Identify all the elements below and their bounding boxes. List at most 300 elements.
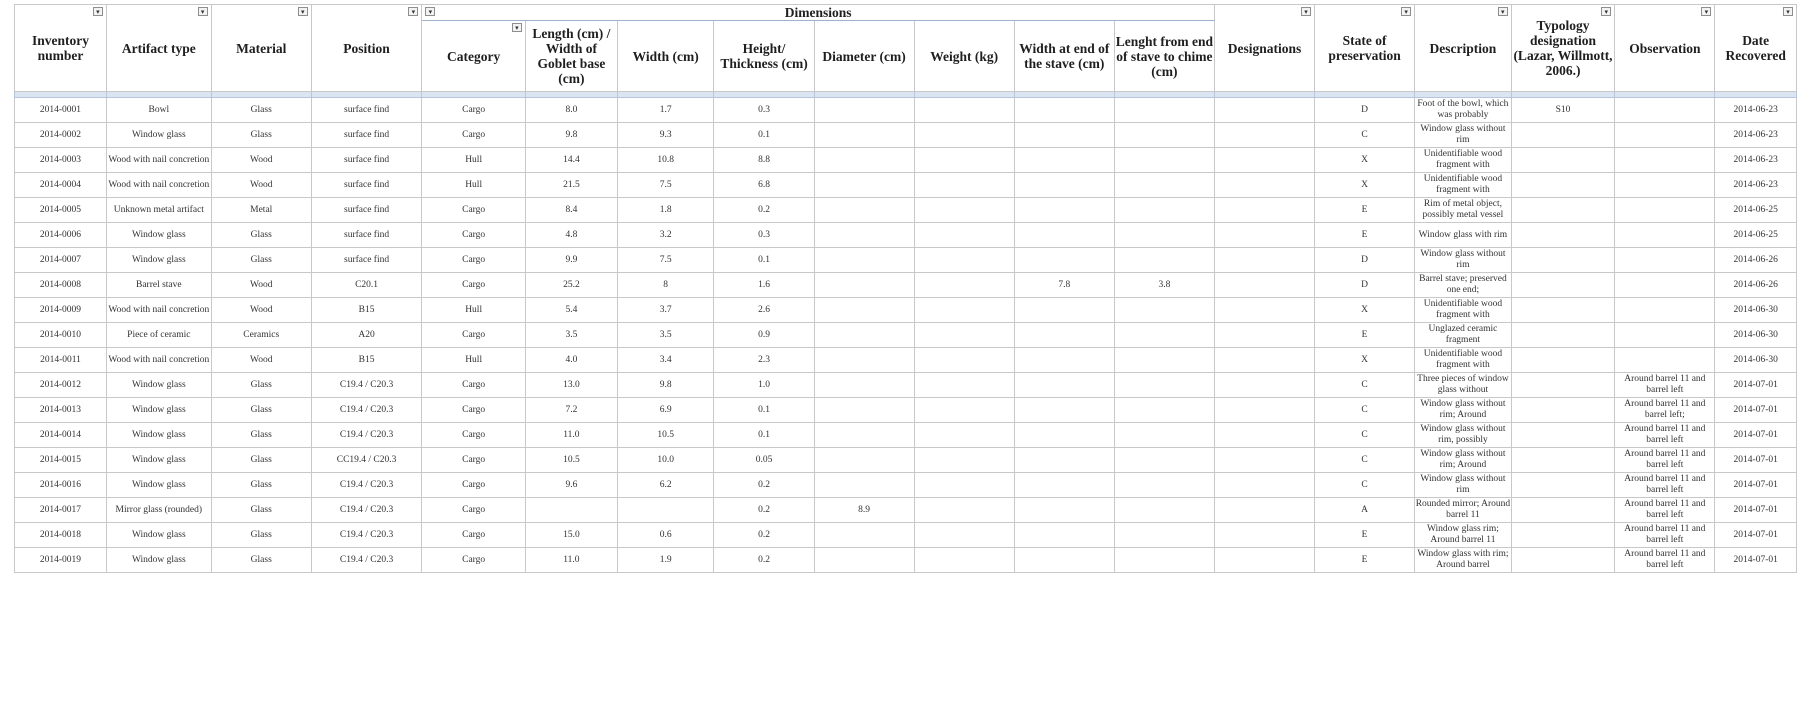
cell-width[interactable]: 6.2 — [617, 473, 714, 498]
cell-inventory[interactable]: 2014-0001 — [15, 98, 107, 123]
table-row[interactable] — [15, 498, 1797, 523]
cell-typology[interactable] — [1511, 248, 1615, 273]
cell-designations[interactable] — [1214, 198, 1314, 223]
header-material[interactable]: ▾ Material — [211, 5, 311, 92]
cell-material[interactable]: Glass — [211, 498, 311, 523]
cell-inventory[interactable]: 2014-0008 — [15, 273, 107, 298]
cell-observation[interactable] — [1615, 198, 1715, 223]
cell-weight[interactable] — [914, 448, 1014, 473]
cell-material[interactable]: Glass — [211, 548, 311, 573]
cell-description[interactable]: Unglazed ceramic fragment — [1415, 323, 1512, 348]
cell-state[interactable]: A — [1315, 498, 1415, 523]
cell-state[interactable]: C — [1315, 423, 1415, 448]
cell-width-end[interactable] — [1014, 98, 1114, 123]
cell-typology[interactable] — [1511, 448, 1615, 473]
cell-typology[interactable] — [1511, 473, 1615, 498]
cell-date[interactable]: 2014-06-26 — [1715, 273, 1797, 298]
header-category[interactable]: ▾ Category — [422, 21, 526, 92]
filter-dropdown-icon[interactable]: ▾ — [408, 7, 418, 16]
cell-width[interactable]: 7.5 — [617, 173, 714, 198]
cell-length-end[interactable] — [1114, 448, 1214, 473]
cell-material[interactable]: Glass — [211, 398, 311, 423]
cell-description[interactable]: Rounded mirror; Around barrel 11 — [1415, 498, 1512, 523]
table-row[interactable] — [15, 123, 1797, 148]
cell-inventory[interactable]: 2014-0012 — [15, 373, 107, 398]
cell-width-end[interactable]: 7.8 — [1014, 273, 1114, 298]
cell-length-end[interactable] — [1114, 223, 1214, 248]
cell-artifact[interactable]: Window glass — [106, 473, 211, 498]
cell-height[interactable]: 0.2 — [714, 548, 814, 573]
cell-length-end[interactable] — [1114, 198, 1214, 223]
cell-date[interactable]: 2014-07-01 — [1715, 423, 1797, 448]
cell-observation[interactable] — [1615, 323, 1715, 348]
cell-length-end[interactable] — [1114, 473, 1214, 498]
cell-state[interactable]: E — [1315, 323, 1415, 348]
cell-width-end[interactable] — [1014, 448, 1114, 473]
cell-observation[interactable]: Around barrel 11 and barrel left — [1615, 498, 1715, 523]
cell-artifact[interactable]: Barrel stave — [106, 273, 211, 298]
cell-designations[interactable] — [1214, 523, 1314, 548]
cell-state[interactable]: E — [1315, 548, 1415, 573]
cell-weight[interactable] — [914, 173, 1014, 198]
cell-position[interactable]: surface find — [311, 173, 422, 198]
cell-artifact[interactable]: Window glass — [106, 523, 211, 548]
cell-category[interactable]: Hull — [422, 348, 526, 373]
header-state-of-preservation[interactable]: ▾ State of preservation — [1315, 5, 1415, 92]
cell-material[interactable]: Wood — [211, 273, 311, 298]
cell-weight[interactable] — [914, 273, 1014, 298]
cell-state[interactable]: D — [1315, 248, 1415, 273]
cell-designations[interactable] — [1214, 123, 1314, 148]
cell-date[interactable]: 2014-06-30 — [1715, 323, 1797, 348]
cell-designations[interactable] — [1214, 373, 1314, 398]
cell-length-end[interactable] — [1114, 548, 1214, 573]
table-row[interactable] — [15, 173, 1797, 198]
cell-artifact[interactable]: Bowl — [106, 98, 211, 123]
cell-material[interactable]: Wood — [211, 173, 311, 198]
cell-diameter[interactable] — [814, 223, 914, 248]
cell-length-end[interactable] — [1114, 398, 1214, 423]
cell-width-end[interactable] — [1014, 498, 1114, 523]
cell-artifact[interactable]: Window glass — [106, 223, 211, 248]
cell-diameter[interactable] — [814, 548, 914, 573]
cell-position[interactable]: C19.4 / C20.3 — [311, 548, 422, 573]
cell-width[interactable]: 6.9 — [617, 398, 714, 423]
cell-inventory[interactable]: 2014-0010 — [15, 323, 107, 348]
cell-category[interactable]: Cargo — [422, 498, 526, 523]
cell-position[interactable]: surface find — [311, 223, 422, 248]
cell-artifact[interactable]: Window glass — [106, 423, 211, 448]
table-row[interactable] — [15, 198, 1797, 223]
cell-category[interactable]: Hull — [422, 298, 526, 323]
cell-inventory[interactable]: 2014-0009 — [15, 298, 107, 323]
cell-height[interactable]: 2.3 — [714, 348, 814, 373]
cell-artifact[interactable]: Window glass — [106, 448, 211, 473]
filter-dropdown-icon[interactable]: ▾ — [512, 23, 522, 32]
cell-length[interactable]: 9.8 — [525, 123, 617, 148]
cell-description[interactable]: Barrel stave; preserved one end; — [1415, 273, 1512, 298]
filter-dropdown-icon[interactable]: ▾ — [1401, 7, 1411, 16]
cell-category[interactable]: Cargo — [422, 223, 526, 248]
header-description[interactable]: ▾ Description — [1415, 5, 1512, 92]
cell-artifact[interactable]: Unknown metal artifact — [106, 198, 211, 223]
cell-observation[interactable] — [1615, 273, 1715, 298]
cell-length-end[interactable] — [1114, 173, 1214, 198]
cell-length-end[interactable] — [1114, 498, 1214, 523]
cell-description[interactable]: Window glass without rim, possibly — [1415, 423, 1512, 448]
cell-material[interactable]: Glass — [211, 523, 311, 548]
cell-weight[interactable] — [914, 323, 1014, 348]
cell-weight[interactable] — [914, 348, 1014, 373]
cell-width[interactable]: 1.8 — [617, 198, 714, 223]
cell-position[interactable]: B15 — [311, 348, 422, 373]
cell-designations[interactable] — [1214, 273, 1314, 298]
cell-typology[interactable] — [1511, 348, 1615, 373]
cell-length-end[interactable] — [1114, 323, 1214, 348]
cell-typology[interactable] — [1511, 548, 1615, 573]
cell-width-end[interactable] — [1014, 323, 1114, 348]
cell-typology[interactable] — [1511, 323, 1615, 348]
cell-artifact[interactable]: Window glass — [106, 248, 211, 273]
cell-length-end[interactable] — [1114, 123, 1214, 148]
cell-category[interactable]: Cargo — [422, 98, 526, 123]
cell-width[interactable]: 1.9 — [617, 548, 714, 573]
cell-length[interactable]: 14.4 — [525, 148, 617, 173]
cell-width-end[interactable] — [1014, 298, 1114, 323]
cell-weight[interactable] — [914, 373, 1014, 398]
cell-diameter[interactable] — [814, 373, 914, 398]
table-row[interactable] — [15, 448, 1797, 473]
cell-inventory[interactable]: 2014-0004 — [15, 173, 107, 198]
cell-state[interactable]: E — [1315, 223, 1415, 248]
cell-material[interactable]: Glass — [211, 223, 311, 248]
cell-width-end[interactable] — [1014, 548, 1114, 573]
cell-category[interactable]: Cargo — [422, 523, 526, 548]
cell-width-end[interactable] — [1014, 348, 1114, 373]
cell-designations[interactable] — [1214, 223, 1314, 248]
filter-dropdown-icon[interactable]: ▾ — [1601, 7, 1611, 16]
cell-width[interactable]: 10.0 — [617, 448, 714, 473]
cell-date[interactable]: 2014-07-01 — [1715, 398, 1797, 423]
cell-width[interactable]: 9.8 — [617, 373, 714, 398]
cell-state[interactable]: E — [1315, 198, 1415, 223]
cell-designations[interactable] — [1214, 98, 1314, 123]
cell-material[interactable]: Glass — [211, 373, 311, 398]
cell-length-end[interactable] — [1114, 148, 1214, 173]
cell-inventory[interactable]: 2014-0013 — [15, 398, 107, 423]
cell-state[interactable]: X — [1315, 148, 1415, 173]
cell-length[interactable]: 9.6 — [525, 473, 617, 498]
cell-typology[interactable] — [1511, 398, 1615, 423]
cell-designations[interactable] — [1214, 173, 1314, 198]
cell-weight[interactable] — [914, 473, 1014, 498]
cell-typology[interactable] — [1511, 173, 1615, 198]
cell-description[interactable]: Unidentifiable wood fragment with — [1415, 173, 1512, 198]
cell-designations[interactable] — [1214, 473, 1314, 498]
header-position[interactable]: ▾ Position — [311, 5, 422, 92]
cell-width[interactable] — [617, 498, 714, 523]
cell-date[interactable]: 2014-06-23 — [1715, 98, 1797, 123]
cell-observation[interactable] — [1615, 173, 1715, 198]
cell-material[interactable]: Wood — [211, 348, 311, 373]
filter-dropdown-icon[interactable]: ▾ — [1301, 7, 1311, 16]
cell-width-end[interactable] — [1014, 398, 1114, 423]
cell-description[interactable]: Three pieces of window glass without — [1415, 373, 1512, 398]
cell-length-end[interactable] — [1114, 423, 1214, 448]
cell-width-end[interactable] — [1014, 173, 1114, 198]
cell-width[interactable]: 10.8 — [617, 148, 714, 173]
cell-material[interactable]: Glass — [211, 423, 311, 448]
cell-width[interactable]: 3.5 — [617, 323, 714, 348]
cell-material[interactable]: Wood — [211, 298, 311, 323]
cell-length-end[interactable] — [1114, 248, 1214, 273]
cell-date[interactable]: 2014-06-23 — [1715, 148, 1797, 173]
cell-observation[interactable] — [1615, 248, 1715, 273]
cell-width-end[interactable] — [1014, 198, 1114, 223]
cell-state[interactable]: D — [1315, 98, 1415, 123]
cell-typology[interactable] — [1511, 423, 1615, 448]
cell-designations[interactable] — [1214, 348, 1314, 373]
cell-typology[interactable] — [1511, 148, 1615, 173]
cell-state[interactable]: C — [1315, 448, 1415, 473]
cell-height[interactable]: 0.05 — [714, 448, 814, 473]
cell-inventory[interactable]: 2014-0003 — [15, 148, 107, 173]
cell-observation[interactable]: Around barrel 11 and barrel left — [1615, 448, 1715, 473]
cell-width[interactable]: 1.7 — [617, 98, 714, 123]
table-row[interactable] — [15, 248, 1797, 273]
cell-date[interactable]: 2014-06-30 — [1715, 348, 1797, 373]
cell-description[interactable]: Window glass rim; Around barrel 11 — [1415, 523, 1512, 548]
cell-date[interactable]: 2014-06-25 — [1715, 223, 1797, 248]
cell-length[interactable]: 11.0 — [525, 548, 617, 573]
cell-inventory[interactable]: 2014-0017 — [15, 498, 107, 523]
cell-description[interactable]: Unidentifiable wood fragment with — [1415, 148, 1512, 173]
cell-inventory[interactable]: 2014-0016 — [15, 473, 107, 498]
cell-inventory[interactable]: 2014-0002 — [15, 123, 107, 148]
cell-observation[interactable] — [1615, 348, 1715, 373]
cell-width-end[interactable] — [1014, 148, 1114, 173]
cell-length-end[interactable] — [1114, 98, 1214, 123]
cell-height[interactable]: 0.9 — [714, 323, 814, 348]
filter-dropdown-icon[interactable]: ▾ — [298, 7, 308, 16]
cell-artifact[interactable]: Wood with nail concretion — [106, 148, 211, 173]
cell-weight[interactable] — [914, 398, 1014, 423]
cell-inventory[interactable]: 2014-0011 — [15, 348, 107, 373]
cell-artifact[interactable]: Wood with nail concretion — [106, 173, 211, 198]
cell-date[interactable]: 2014-07-01 — [1715, 498, 1797, 523]
cell-width[interactable]: 9.3 — [617, 123, 714, 148]
cell-position[interactable]: C20.1 — [311, 273, 422, 298]
cell-position[interactable]: B15 — [311, 298, 422, 323]
cell-diameter[interactable] — [814, 298, 914, 323]
cell-diameter[interactable] — [814, 398, 914, 423]
table-row[interactable] — [15, 323, 1797, 348]
cell-category[interactable]: Cargo — [422, 273, 526, 298]
cell-diameter[interactable]: 8.9 — [814, 498, 914, 523]
cell-typology[interactable] — [1511, 198, 1615, 223]
cell-description[interactable]: Window glass with rim; Around barrel — [1415, 548, 1512, 573]
cell-state[interactable]: X — [1315, 348, 1415, 373]
cell-state[interactable]: C — [1315, 373, 1415, 398]
cell-description[interactable]: Window glass without rim — [1415, 123, 1512, 148]
cell-category[interactable]: Cargo — [422, 548, 526, 573]
filter-dropdown-icon[interactable]: ▾ — [425, 7, 435, 16]
cell-observation[interactable]: Around barrel 11 and barrel left; — [1615, 398, 1715, 423]
cell-artifact[interactable]: Wood with nail concretion — [106, 298, 211, 323]
cell-typology[interactable]: S10 — [1511, 98, 1615, 123]
cell-typology[interactable] — [1511, 223, 1615, 248]
cell-width-end[interactable] — [1014, 248, 1114, 273]
cell-category[interactable]: Cargo — [422, 123, 526, 148]
cell-length[interactable]: 8.0 — [525, 98, 617, 123]
cell-material[interactable]: Wood — [211, 148, 311, 173]
cell-width-end[interactable] — [1014, 523, 1114, 548]
cell-height[interactable]: 0.1 — [714, 398, 814, 423]
cell-date[interactable]: 2014-06-23 — [1715, 173, 1797, 198]
cell-diameter[interactable] — [814, 448, 914, 473]
cell-position[interactable]: surface find — [311, 123, 422, 148]
cell-category[interactable]: Hull — [422, 173, 526, 198]
cell-category[interactable]: Cargo — [422, 473, 526, 498]
cell-material[interactable]: Glass — [211, 248, 311, 273]
table-row[interactable] — [15, 473, 1797, 498]
cell-inventory[interactable]: 2014-0019 — [15, 548, 107, 573]
cell-date[interactable]: 2014-07-01 — [1715, 448, 1797, 473]
table-row[interactable] — [15, 548, 1797, 573]
cell-description[interactable]: Window glass without rim — [1415, 248, 1512, 273]
cell-designations[interactable] — [1214, 323, 1314, 348]
cell-description[interactable]: Window glass with rim — [1415, 223, 1512, 248]
cell-date[interactable]: 2014-06-25 — [1715, 198, 1797, 223]
cell-inventory[interactable]: 2014-0015 — [15, 448, 107, 473]
cell-material[interactable]: Metal — [211, 198, 311, 223]
cell-height[interactable]: 0.2 — [714, 198, 814, 223]
cell-inventory[interactable]: 2014-0006 — [15, 223, 107, 248]
cell-description[interactable]: Unidentifiable wood fragment with — [1415, 298, 1512, 323]
cell-height[interactable]: 0.1 — [714, 248, 814, 273]
cell-material[interactable]: Glass — [211, 473, 311, 498]
cell-length-end[interactable] — [1114, 298, 1214, 323]
header-observation[interactable]: ▾ Observation — [1615, 5, 1715, 92]
cell-weight[interactable] — [914, 148, 1014, 173]
cell-position[interactable]: surface find — [311, 148, 422, 173]
cell-diameter[interactable] — [814, 348, 914, 373]
cell-description[interactable]: Window glass without rim; Around — [1415, 448, 1512, 473]
cell-diameter[interactable] — [814, 423, 914, 448]
cell-length[interactable]: 8.4 — [525, 198, 617, 223]
cell-material[interactable]: Glass — [211, 448, 311, 473]
cell-inventory[interactable]: 2014-0014 — [15, 423, 107, 448]
table-row[interactable] — [15, 223, 1797, 248]
cell-length[interactable]: 3.5 — [525, 323, 617, 348]
cell-width[interactable]: 10.5 — [617, 423, 714, 448]
cell-length-end[interactable] — [1114, 373, 1214, 398]
cell-weight[interactable] — [914, 298, 1014, 323]
cell-length-end[interactable]: 3.8 — [1114, 273, 1214, 298]
cell-designations[interactable] — [1214, 548, 1314, 573]
cell-artifact[interactable]: Piece of ceramic — [106, 323, 211, 348]
cell-observation[interactable] — [1615, 123, 1715, 148]
cell-width-end[interactable] — [1014, 473, 1114, 498]
cell-width-end[interactable] — [1014, 373, 1114, 398]
cell-length[interactable]: 7.2 — [525, 398, 617, 423]
cell-width[interactable]: 8 — [617, 273, 714, 298]
cell-diameter[interactable] — [814, 523, 914, 548]
cell-category[interactable]: Cargo — [422, 448, 526, 473]
cell-length[interactable]: 4.0 — [525, 348, 617, 373]
cell-typology[interactable] — [1511, 273, 1615, 298]
cell-description[interactable]: Foot of the bowl, which was probably — [1415, 98, 1512, 123]
cell-description[interactable]: Window glass without rim — [1415, 473, 1512, 498]
cell-category[interactable]: Cargo — [422, 373, 526, 398]
cell-height[interactable]: 8.8 — [714, 148, 814, 173]
cell-length[interactable]: 25.2 — [525, 273, 617, 298]
cell-material[interactable]: Glass — [211, 123, 311, 148]
cell-height[interactable]: 0.2 — [714, 473, 814, 498]
cell-position[interactable]: C19.4 / C20.3 — [311, 498, 422, 523]
cell-observation[interactable] — [1615, 223, 1715, 248]
cell-weight[interactable] — [914, 98, 1014, 123]
cell-typology[interactable] — [1511, 373, 1615, 398]
cell-category[interactable]: Cargo — [422, 248, 526, 273]
cell-position[interactable]: C19.4 / C20.3 — [311, 398, 422, 423]
cell-weight[interactable] — [914, 498, 1014, 523]
table-row[interactable] — [15, 98, 1797, 123]
filter-dropdown-icon[interactable]: ▾ — [1701, 7, 1711, 16]
cell-date[interactable]: 2014-06-23 — [1715, 123, 1797, 148]
cell-date[interactable]: 2014-07-01 — [1715, 373, 1797, 398]
cell-length[interactable]: 10.5 — [525, 448, 617, 473]
cell-width-end[interactable] — [1014, 123, 1114, 148]
cell-length[interactable]: 11.0 — [525, 423, 617, 448]
cell-state[interactable]: C — [1315, 123, 1415, 148]
cell-diameter[interactable] — [814, 98, 914, 123]
cell-width[interactable]: 3.7 — [617, 298, 714, 323]
cell-description[interactable]: Window glass without rim; Around — [1415, 398, 1512, 423]
cell-date[interactable]: 2014-07-01 — [1715, 473, 1797, 498]
cell-width[interactable]: 3.4 — [617, 348, 714, 373]
filter-dropdown-icon[interactable]: ▾ — [1783, 7, 1793, 16]
cell-designations[interactable] — [1214, 398, 1314, 423]
cell-position[interactable]: C19.4 / C20.3 — [311, 523, 422, 548]
cell-state[interactable]: C — [1315, 398, 1415, 423]
cell-artifact[interactable]: Window glass — [106, 123, 211, 148]
header-designations[interactable]: ▾ Designations — [1214, 5, 1314, 92]
table-row[interactable] — [15, 348, 1797, 373]
cell-length[interactable]: 5.4 — [525, 298, 617, 323]
cell-state[interactable]: E — [1315, 523, 1415, 548]
cell-artifact[interactable]: Window glass — [106, 548, 211, 573]
cell-description[interactable]: Unidentifiable wood fragment with — [1415, 348, 1512, 373]
cell-width[interactable]: 0.6 — [617, 523, 714, 548]
cell-length-end[interactable] — [1114, 348, 1214, 373]
table-row[interactable] — [15, 298, 1797, 323]
cell-artifact[interactable]: Mirror glass (rounded) — [106, 498, 211, 523]
cell-inventory[interactable]: 2014-0005 — [15, 198, 107, 223]
cell-state[interactable]: C — [1315, 473, 1415, 498]
cell-height[interactable]: 0.3 — [714, 223, 814, 248]
cell-observation[interactable]: Around barrel 11 and barrel left — [1615, 373, 1715, 398]
table-row[interactable] — [15, 523, 1797, 548]
cell-category[interactable]: Cargo — [422, 398, 526, 423]
cell-length[interactable]: 13.0 — [525, 373, 617, 398]
cell-date[interactable]: 2014-07-01 — [1715, 523, 1797, 548]
cell-height[interactable]: 0.3 — [714, 98, 814, 123]
cell-observation[interactable]: Around barrel 11 and barrel left — [1615, 473, 1715, 498]
cell-designations[interactable] — [1214, 448, 1314, 473]
cell-designations[interactable] — [1214, 248, 1314, 273]
cell-weight[interactable] — [914, 198, 1014, 223]
